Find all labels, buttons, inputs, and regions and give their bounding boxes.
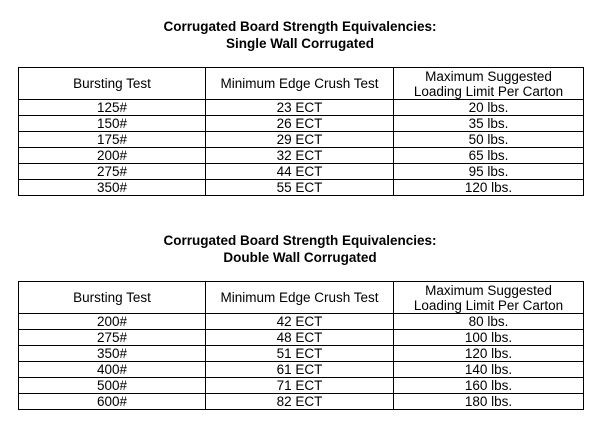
cell-loading: 35 lbs.: [394, 116, 584, 132]
cell-bursting: 150#: [19, 116, 206, 132]
cell-bursting: 600#: [19, 394, 206, 410]
single-wall-title-line2: Single Wall Corrugated: [225, 36, 374, 51]
cell-ect: 32 ECT: [206, 148, 394, 164]
table-row: [19, 378, 584, 394]
header-min-edge-crush: Minimum Edge Crush Test: [206, 282, 394, 314]
cell-ect: 26 ECT: [206, 116, 394, 132]
cell-loading: 100 lbs.: [394, 330, 584, 346]
cell-bursting: 400#: [19, 362, 206, 378]
header-max-loading-line1: Maximum Suggested: [425, 68, 552, 84]
header-max-loading-line2: Loading Limit Per Carton: [413, 297, 564, 313]
cell-loading: 65 lbs.: [394, 148, 584, 164]
header-max-loading: [394, 68, 584, 100]
cell-loading: 120 lbs.: [394, 180, 584, 196]
double-wall-table: [18, 281, 584, 410]
cell-loading: 50 lbs.: [394, 132, 584, 148]
cell-loading: 120 lbs.: [394, 346, 584, 362]
table-header-row: [19, 68, 584, 100]
header-max-loading-line2: Loading Limit Per Carton: [413, 83, 564, 99]
single-wall-table: [18, 67, 584, 196]
cell-loading: 140 lbs.: [394, 362, 584, 378]
table-row: [19, 164, 584, 180]
table-row: [19, 132, 584, 148]
cell-ect: 42 ECT: [206, 314, 394, 330]
cell-bursting: 275#: [19, 330, 206, 346]
cell-bursting: 275#: [19, 164, 206, 180]
cell-ect: 29 ECT: [206, 132, 394, 148]
header-bursting-test: Bursting Test: [19, 282, 206, 314]
single-wall-title-line1: Corrugated Board Strength Equivalencies:: [163, 19, 437, 34]
double-wall-title: [0, 232, 600, 266]
cell-ect: 23 ECT: [206, 100, 394, 116]
cell-ect: 82 ECT: [206, 394, 394, 410]
cell-ect: 71 ECT: [206, 378, 394, 394]
single-wall-title: [0, 18, 600, 52]
table-row: [19, 116, 584, 132]
cell-bursting: 500#: [19, 378, 206, 394]
table-row: [19, 180, 584, 196]
table-header-row: [19, 282, 584, 314]
cell-loading: 80 lbs.: [394, 314, 584, 330]
double-wall-title-line1: Corrugated Board Strength Equivalencies:: [163, 233, 437, 248]
table-row: [19, 148, 584, 164]
cell-loading: 180 lbs.: [394, 394, 584, 410]
cell-ect: 44 ECT: [206, 164, 394, 180]
cell-ect: 61 ECT: [206, 362, 394, 378]
cell-bursting: 200#: [19, 148, 206, 164]
header-max-loading: [394, 282, 584, 314]
table-row: [19, 394, 584, 410]
header-max-loading-line1: Maximum Suggested: [425, 282, 552, 298]
table-row: [19, 346, 584, 362]
cell-loading: 20 lbs.: [394, 100, 584, 116]
table-row: [19, 362, 584, 378]
table-row: [19, 330, 584, 346]
cell-bursting: 200#: [19, 314, 206, 330]
cell-bursting: 350#: [19, 346, 206, 362]
cell-ect: 48 ECT: [206, 330, 394, 346]
cell-loading: 95 lbs.: [394, 164, 584, 180]
double-wall-title-line2: Double Wall Corrugated: [223, 250, 377, 265]
table-row: [19, 314, 584, 330]
table-row: [19, 100, 584, 116]
cell-ect: 51 ECT: [206, 346, 394, 362]
header-bursting-test: Bursting Test: [19, 68, 206, 100]
header-min-edge-crush: Minimum Edge Crush Test: [206, 68, 394, 100]
cell-ect: 55 ECT: [206, 180, 394, 196]
cell-bursting: 175#: [19, 132, 206, 148]
cell-bursting: 350#: [19, 180, 206, 196]
cell-bursting: 125#: [19, 100, 206, 116]
cell-loading: 160 lbs.: [394, 378, 584, 394]
